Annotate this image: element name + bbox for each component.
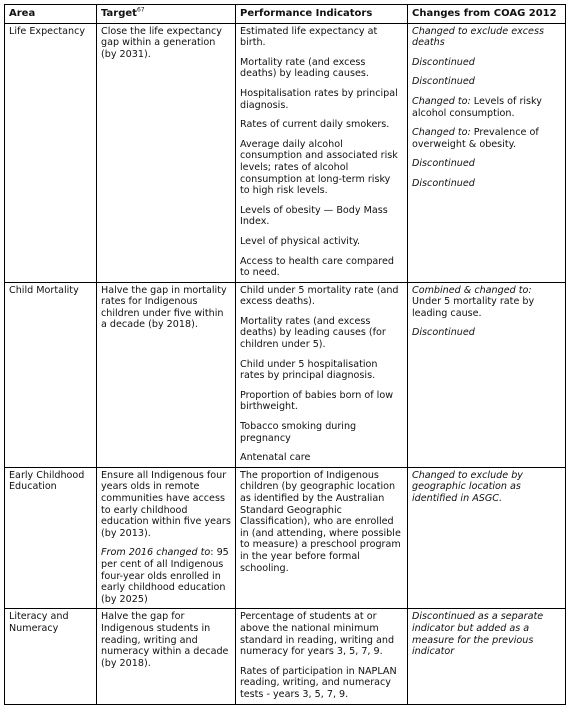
change-item: Discontinued (412, 158, 475, 170)
change-item: Discontinued as a separate indicator but added as a measure for the previous indicator (412, 611, 544, 658)
indicator-item: Percentage of students at or above the national minimum standard in reading, writing and numeracy for years 3, 5, 7, 9. (240, 611, 395, 658)
indicator-item: Level of physical activity. (240, 235, 361, 247)
changes-cell (408, 467, 566, 609)
header-target-label: Target (101, 8, 137, 19)
indicator-item: Average daily alcohol consumption and associated risk levels; rates of alcohol consumption at long-term risky to high risk levels. (240, 138, 398, 197)
area-cell: Literacy and Numeracy (5, 609, 97, 704)
change-item: Changed to exclude excess deaths (412, 25, 544, 49)
indicators-cell (236, 282, 408, 467)
indicator-item: Hospitalisation rates by principal diagnosis. (240, 87, 398, 111)
header-performance-indicators: Performance Indicators (236, 5, 408, 24)
indicator-item: Mortality rate (and excess deaths) by leading causes. (240, 56, 369, 80)
target-cell: Close the life expectancy gap within a generation (by 2031). (97, 23, 236, 282)
target-change-text: From 2016 changed to: 95 per cent of all Indigenous four-year olds enrolled in early childhood education (by 2025) (101, 547, 229, 605)
indicator-item: The proportion of Indigenous children (by geographic location as identified by the Australian Standard Geographic Classification), who are enrolled in (and attending, where possible to measure) a preschool program in the year before formal schooling. (240, 469, 401, 574)
indicators-cell (236, 23, 408, 282)
table-row-child-mortality (5, 282, 566, 467)
indicator-item: Antenatal care (240, 452, 311, 464)
indicator-item: Child under 5 mortality rate (and excess deaths). (240, 284, 399, 308)
change-item: Changed to: Prevalence of overweight & obesity. (412, 127, 539, 150)
table-row-literacy-and-numeracy (5, 609, 566, 704)
indicator-item: Estimated life expectancy at birth. (240, 25, 378, 49)
indicator-item: Access to health care compared to need. (240, 255, 395, 279)
indicators-cell (236, 609, 408, 704)
change-item: Combined & changed to: Under 5 mortality rate by leading cause. (412, 284, 535, 319)
change-item: Discontinued (412, 327, 475, 339)
closing-the-gap-table (4, 4, 566, 705)
target-cell: Halve the gap in mortality rates for Indigenous children under five within a decade (by 2018). (97, 282, 236, 467)
indicator-item: Levels of obesity — Body Mass Index. (240, 204, 388, 228)
area-cell: Life Expectancy (5, 23, 97, 282)
change-item: Discontinued (412, 56, 475, 68)
change-item: Changed to: Levels of risky alcohol consumption. (412, 95, 542, 119)
area-cell: Child Mortality (5, 282, 97, 467)
table-row-early-childhood-education (5, 467, 566, 609)
indicator-item: Mortality rates (and excess deaths) by leading causes (for children under 5). (240, 315, 386, 351)
table-row-life-expectancy (5, 23, 566, 282)
indicator-item: Child under 5 hospitalisation rates by principal diagnosis. (240, 358, 378, 382)
area-cell: Early Childhood Education (5, 467, 97, 609)
indicator-item: Rates of participation in NAPLAN reading, writing, and numeracy tests - years 3, 5, 7, 9. (240, 665, 397, 700)
indicators-cell (236, 467, 408, 609)
changes-cell (408, 23, 566, 282)
indicator-item: Rates of current daily smokers. (240, 119, 390, 131)
footnote-marker: 67 (136, 6, 145, 14)
changes-cell (408, 282, 566, 467)
header-changes: Changes from COAG 2012 (408, 5, 566, 24)
header-row (5, 5, 566, 24)
change-item: Discontinued (412, 177, 475, 189)
header-area: Area (5, 5, 97, 24)
indicator-item: Proportion of babies born of low birthweight. (240, 389, 394, 413)
indicator-item: Tobacco smoking during pregnancy (240, 421, 357, 444)
header-target (97, 5, 236, 24)
change-item: Discontinued (412, 76, 475, 88)
changes-cell (408, 609, 566, 704)
change-item: Changed to exclude by geographic location as identified in ASGC. (412, 469, 523, 504)
target-cell: Halve the gap for Indigenous students in reading, writing and numeracy within a decade (by 2018). (97, 609, 236, 704)
target-text: Ensure all Indigenous four years olds in remote communities have access to early childhood education within five years (by 2013). (101, 469, 231, 539)
target-cell (97, 467, 236, 609)
